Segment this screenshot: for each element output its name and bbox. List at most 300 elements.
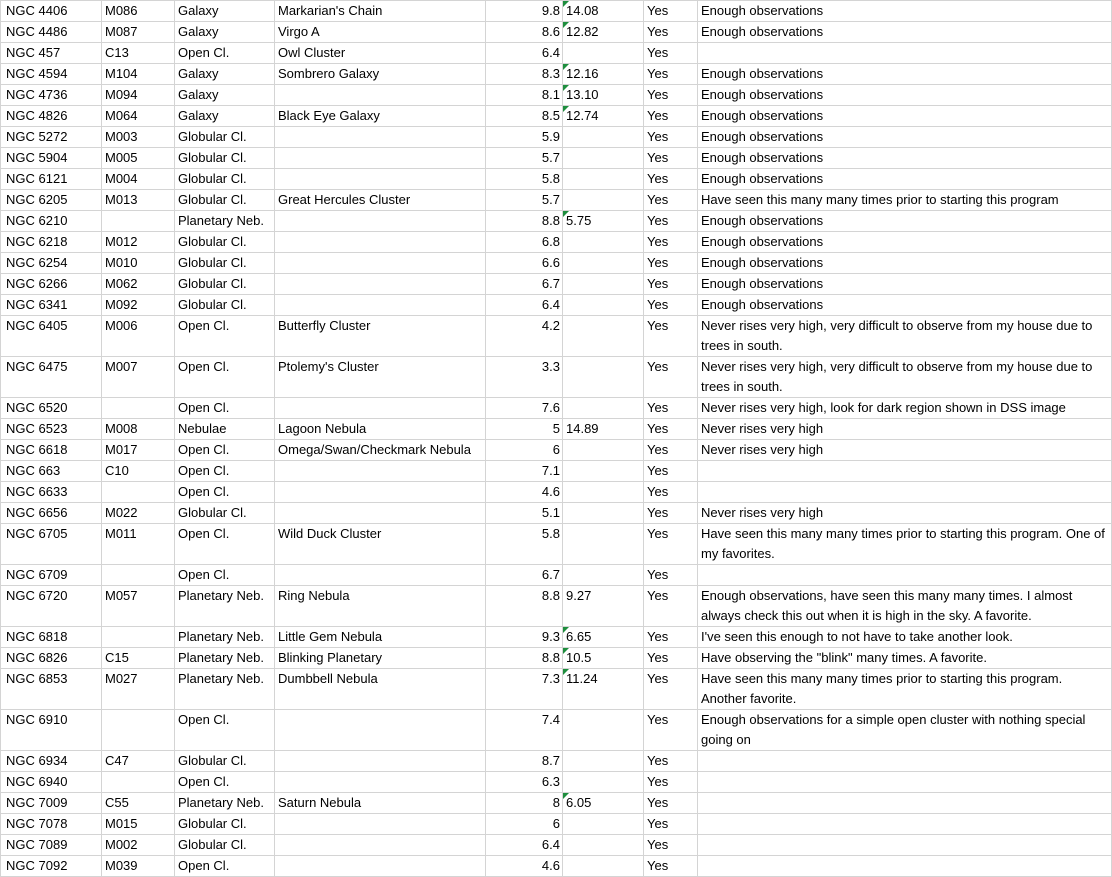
cell-notes[interactable] — [698, 751, 1112, 772]
cell-ngc-id[interactable]: NGC 6520 — [1, 398, 102, 419]
cell-catalog-id[interactable]: M015 — [102, 814, 175, 835]
cell-size[interactable] — [563, 835, 644, 856]
cell-catalog-id[interactable] — [102, 710, 175, 751]
cell-observed[interactable]: Yes — [644, 419, 698, 440]
cell-ngc-id[interactable]: NGC 6656 — [1, 503, 102, 524]
cell-ngc-id[interactable]: NGC 6618 — [1, 440, 102, 461]
cell-common-name[interactable]: Great Hercules Cluster — [275, 190, 486, 211]
cell-magnitude[interactable]: 7.6 — [486, 398, 563, 419]
cell-observed[interactable]: Yes — [644, 274, 698, 295]
cell-catalog-id[interactable]: M013 — [102, 190, 175, 211]
cell-observed[interactable]: Yes — [644, 85, 698, 106]
cell-common-name[interactable] — [275, 751, 486, 772]
cell-object-type[interactable]: Open Cl. — [175, 524, 275, 565]
cell-observed[interactable]: Yes — [644, 295, 698, 316]
cell-observed[interactable]: Yes — [644, 586, 698, 627]
cell-magnitude[interactable]: 5 — [486, 419, 563, 440]
cell-notes[interactable]: Have observing the "blink" many times. A favorite. — [698, 648, 1112, 669]
comment-indicator-icon[interactable] — [563, 1, 569, 7]
cell-ngc-id[interactable]: NGC 6121 — [1, 169, 102, 190]
cell-magnitude[interactable]: 5.7 — [486, 148, 563, 169]
cell-size[interactable] — [563, 793, 644, 814]
cell-observed[interactable]: Yes — [644, 232, 698, 253]
cell-size[interactable] — [563, 169, 644, 190]
cell-common-name[interactable] — [275, 772, 486, 793]
cell-size[interactable] — [563, 751, 644, 772]
cell-magnitude[interactable]: 6.4 — [486, 835, 563, 856]
cell-notes[interactable]: Have seen this many many times prior to starting this program. One of my favorites. — [698, 524, 1112, 565]
cell-ngc-id[interactable]: NGC 6254 — [1, 253, 102, 274]
cell-catalog-id[interactable]: M012 — [102, 232, 175, 253]
cell-notes[interactable]: Never rises very high, very difficult to observe from my house due to trees in south. — [698, 316, 1112, 357]
cell-common-name[interactable] — [275, 85, 486, 106]
cell-observed[interactable]: Yes — [644, 22, 698, 43]
cell-notes[interactable]: Enough observations — [698, 274, 1112, 295]
cell-object-type[interactable]: Nebulae — [175, 419, 275, 440]
cell-notes[interactable]: I've seen this enough to not have to take another look. — [698, 627, 1112, 648]
cell-magnitude[interactable]: 8.5 — [486, 106, 563, 127]
cell-size[interactable] — [563, 648, 644, 669]
cell-object-type[interactable]: Globular Cl. — [175, 503, 275, 524]
cell-observed[interactable]: Yes — [644, 856, 698, 877]
cell-catalog-id[interactable]: M027 — [102, 669, 175, 710]
cell-ngc-id[interactable]: NGC 6341 — [1, 295, 102, 316]
cell-catalog-id[interactable]: M064 — [102, 106, 175, 127]
cell-magnitude[interactable]: 5.7 — [486, 190, 563, 211]
cell-magnitude[interactable]: 4.2 — [486, 316, 563, 357]
cell-catalog-id[interactable]: M017 — [102, 440, 175, 461]
cell-ngc-id[interactable]: NGC 7009 — [1, 793, 102, 814]
cell-ngc-id[interactable]: NGC 6709 — [1, 565, 102, 586]
cell-common-name[interactable]: Ptolemy's Cluster — [275, 357, 486, 398]
cell-object-type[interactable]: Galaxy — [175, 85, 275, 106]
cell-size[interactable] — [563, 274, 644, 295]
cell-size[interactable] — [563, 669, 644, 710]
cell-catalog-id[interactable] — [102, 211, 175, 232]
cell-size[interactable] — [563, 211, 644, 232]
cell-object-type[interactable]: Globular Cl. — [175, 274, 275, 295]
cell-notes[interactable]: Enough observations — [698, 106, 1112, 127]
cell-object-type[interactable]: Galaxy — [175, 22, 275, 43]
cell-notes[interactable]: Enough observations — [698, 169, 1112, 190]
cell-catalog-id[interactable] — [102, 482, 175, 503]
cell-common-name[interactable]: Markarian's Chain — [275, 1, 486, 22]
cell-object-type[interactable]: Globular Cl. — [175, 751, 275, 772]
cell-size[interactable] — [563, 772, 644, 793]
cell-magnitude[interactable]: 8.8 — [486, 648, 563, 669]
cell-size[interactable] — [563, 710, 644, 751]
cell-ngc-id[interactable]: NGC 4486 — [1, 22, 102, 43]
cell-object-type[interactable]: Planetary Neb. — [175, 211, 275, 232]
cell-notes[interactable] — [698, 772, 1112, 793]
cell-ngc-id[interactable]: NGC 6910 — [1, 710, 102, 751]
cell-magnitude[interactable]: 8.3 — [486, 64, 563, 85]
cell-ngc-id[interactable]: NGC 6720 — [1, 586, 102, 627]
cell-ngc-id[interactable]: NGC 6205 — [1, 190, 102, 211]
cell-common-name[interactable]: Butterfly Cluster — [275, 316, 486, 357]
cell-size[interactable]: 14.89 — [563, 419, 644, 440]
cell-catalog-id[interactable]: M062 — [102, 274, 175, 295]
cell-size[interactable] — [563, 814, 644, 835]
cell-notes[interactable] — [698, 814, 1112, 835]
cell-common-name[interactable]: Dumbbell Nebula — [275, 669, 486, 710]
cell-size[interactable] — [563, 440, 644, 461]
cell-size[interactable] — [563, 43, 644, 64]
cell-observed[interactable]: Yes — [644, 751, 698, 772]
cell-common-name[interactable] — [275, 253, 486, 274]
cell-common-name[interactable] — [275, 710, 486, 751]
cell-notes[interactable] — [698, 835, 1112, 856]
cell-observed[interactable]: Yes — [644, 503, 698, 524]
cell-magnitude[interactable]: 6.4 — [486, 43, 563, 64]
cell-ngc-id[interactable]: NGC 4826 — [1, 106, 102, 127]
cell-magnitude[interactable]: 8.8 — [486, 586, 563, 627]
cell-ngc-id[interactable]: NGC 6705 — [1, 524, 102, 565]
cell-object-type[interactable]: Open Cl. — [175, 398, 275, 419]
comment-indicator-icon[interactable] — [563, 211, 569, 217]
cell-observed[interactable]: Yes — [644, 710, 698, 751]
cell-observed[interactable]: Yes — [644, 127, 698, 148]
size-value: 12.74 — [566, 108, 599, 123]
cell-size[interactable] — [563, 398, 644, 419]
cell-magnitude[interactable]: 6.8 — [486, 232, 563, 253]
cell-catalog-id[interactable]: M005 — [102, 148, 175, 169]
cell-notes[interactable]: Enough observations — [698, 211, 1112, 232]
cell-object-type[interactable]: Globular Cl. — [175, 127, 275, 148]
cell-size[interactable] — [563, 253, 644, 274]
cell-magnitude[interactable]: 8.1 — [486, 85, 563, 106]
cell-magnitude[interactable]: 4.6 — [486, 856, 563, 877]
cell-common-name[interactable]: Saturn Nebula — [275, 793, 486, 814]
cell-observed[interactable]: Yes — [644, 565, 698, 586]
cell-object-type[interactable]: Open Cl. — [175, 856, 275, 877]
comment-indicator-icon[interactable] — [563, 85, 569, 91]
cell-common-name[interactable]: Sombrero Galaxy — [275, 64, 486, 85]
cell-catalog-id[interactable]: M094 — [102, 85, 175, 106]
cell-size[interactable]: 9.27 — [563, 586, 644, 627]
cell-common-name[interactable] — [275, 274, 486, 295]
cell-notes[interactable]: Enough observations — [698, 1, 1112, 22]
cell-object-type[interactable]: Open Cl. — [175, 43, 275, 64]
cell-magnitude[interactable]: 4.6 — [486, 482, 563, 503]
cell-catalog-id[interactable]: M002 — [102, 835, 175, 856]
cell-size[interactable] — [563, 1, 644, 22]
cell-notes[interactable]: Enough observations — [698, 64, 1112, 85]
cell-notes[interactable]: Enough observations — [698, 22, 1112, 43]
cell-ngc-id[interactable]: NGC 4736 — [1, 85, 102, 106]
cell-notes[interactable]: Never rises very high, look for dark region shown in DSS image — [698, 398, 1112, 419]
cell-ngc-id[interactable]: NGC 4406 — [1, 1, 102, 22]
cell-magnitude[interactable]: 7.3 — [486, 669, 563, 710]
cell-observed[interactable]: Yes — [644, 648, 698, 669]
cell-size[interactable] — [563, 482, 644, 503]
cell-ngc-id[interactable]: NGC 6633 — [1, 482, 102, 503]
cell-notes[interactable]: Have seen this many many times prior to starting this program. Another favorite. — [698, 669, 1112, 710]
cell-observed[interactable]: Yes — [644, 814, 698, 835]
cell-catalog-id[interactable]: M003 — [102, 127, 175, 148]
cell-notes[interactable] — [698, 461, 1112, 482]
cell-common-name[interactable]: Little Gem Nebula — [275, 627, 486, 648]
cell-common-name[interactable]: Virgo A — [275, 22, 486, 43]
cell-object-type[interactable]: Galaxy — [175, 64, 275, 85]
cell-notes[interactable]: Enough observations — [698, 148, 1112, 169]
cell-catalog-id[interactable]: C13 — [102, 43, 175, 64]
cell-notes[interactable] — [698, 482, 1112, 503]
cell-common-name[interactable] — [275, 503, 486, 524]
cell-notes[interactable] — [698, 43, 1112, 64]
cell-notes[interactable]: Never rises very high — [698, 419, 1112, 440]
cell-object-type[interactable]: Open Cl. — [175, 316, 275, 357]
cell-common-name[interactable] — [275, 211, 486, 232]
cell-ngc-id[interactable]: NGC 6523 — [1, 419, 102, 440]
cell-size[interactable] — [563, 64, 644, 85]
cell-size[interactable] — [563, 357, 644, 398]
cell-catalog-id[interactable] — [102, 398, 175, 419]
comment-indicator-icon[interactable] — [563, 106, 569, 112]
cell-size[interactable] — [563, 295, 644, 316]
cell-notes[interactable] — [698, 856, 1112, 877]
cell-ngc-id[interactable]: NGC 4594 — [1, 64, 102, 85]
cell-observed[interactable]: Yes — [644, 627, 698, 648]
cell-catalog-id[interactable] — [102, 627, 175, 648]
cell-common-name[interactable]: Omega/Swan/Checkmark Nebula — [275, 440, 486, 461]
cell-common-name[interactable] — [275, 835, 486, 856]
cell-catalog-id[interactable]: M039 — [102, 856, 175, 877]
cell-catalog-id[interactable]: M008 — [102, 419, 175, 440]
cell-common-name[interactable]: Black Eye Galaxy — [275, 106, 486, 127]
cell-observed[interactable]: Yes — [644, 43, 698, 64]
cell-common-name[interactable] — [275, 461, 486, 482]
cell-catalog-id[interactable]: M011 — [102, 524, 175, 565]
cell-common-name[interactable] — [275, 565, 486, 586]
cell-magnitude[interactable]: 8.8 — [486, 211, 563, 232]
cell-observed[interactable]: Yes — [644, 524, 698, 565]
cell-size[interactable] — [563, 856, 644, 877]
cell-common-name[interactable] — [275, 127, 486, 148]
cell-observed[interactable]: Yes — [644, 398, 698, 419]
cell-notes[interactable]: Enough observations — [698, 127, 1112, 148]
cell-catalog-id[interactable]: M004 — [102, 169, 175, 190]
cell-catalog-id[interactable] — [102, 772, 175, 793]
comment-indicator-icon[interactable] — [563, 64, 569, 70]
cell-catalog-id[interactable]: M087 — [102, 22, 175, 43]
cell-ngc-id[interactable]: NGC 663 — [1, 461, 102, 482]
cell-magnitude[interactable]: 5.8 — [486, 169, 563, 190]
cell-observed[interactable]: Yes — [644, 169, 698, 190]
cell-magnitude[interactable]: 6.7 — [486, 565, 563, 586]
cell-object-type[interactable]: Globular Cl. — [175, 232, 275, 253]
cell-common-name[interactable]: Owl Cluster — [275, 43, 486, 64]
cell-size[interactable] — [563, 461, 644, 482]
cell-object-type[interactable]: Open Cl. — [175, 440, 275, 461]
cell-object-type[interactable]: Planetary Neb. — [175, 586, 275, 627]
cell-object-type[interactable]: Planetary Neb. — [175, 648, 275, 669]
cell-common-name[interactable]: Ring Nebula — [275, 586, 486, 627]
cell-catalog-id[interactable]: C47 — [102, 751, 175, 772]
cell-common-name[interactable] — [275, 169, 486, 190]
cell-size[interactable] — [563, 232, 644, 253]
cell-magnitude[interactable]: 5.9 — [486, 127, 563, 148]
cell-object-type[interactable]: Globular Cl. — [175, 814, 275, 835]
cell-common-name[interactable] — [275, 398, 486, 419]
cell-ngc-id[interactable]: NGC 6940 — [1, 772, 102, 793]
cell-catalog-id[interactable]: M007 — [102, 357, 175, 398]
cell-magnitude[interactable]: 9.8 — [486, 1, 563, 22]
cell-ngc-id[interactable]: NGC 6853 — [1, 669, 102, 710]
cell-size[interactable] — [563, 127, 644, 148]
comment-indicator-icon[interactable] — [563, 669, 569, 675]
cell-ngc-id[interactable]: NGC 6934 — [1, 751, 102, 772]
cell-magnitude[interactable]: 5.8 — [486, 524, 563, 565]
comment-indicator-icon[interactable] — [563, 22, 569, 28]
cell-object-type[interactable]: Globular Cl. — [175, 169, 275, 190]
cell-size[interactable] — [563, 85, 644, 106]
cell-notes[interactable]: Enough observations — [698, 85, 1112, 106]
comment-indicator-icon[interactable] — [563, 793, 569, 799]
cell-observed[interactable]: Yes — [644, 793, 698, 814]
cell-notes[interactable]: Enough observations — [698, 295, 1112, 316]
cell-size[interactable] — [563, 316, 644, 357]
cell-magnitude[interactable]: 7.4 — [486, 710, 563, 751]
comment-indicator-icon[interactable] — [563, 648, 569, 654]
cell-catalog-id[interactable]: M092 — [102, 295, 175, 316]
cell-common-name[interactable] — [275, 482, 486, 503]
comment-indicator-icon[interactable] — [563, 627, 569, 633]
cell-catalog-id[interactable]: M086 — [102, 1, 175, 22]
cell-catalog-id[interactable]: C55 — [102, 793, 175, 814]
cell-observed[interactable]: Yes — [644, 64, 698, 85]
cell-catalog-id[interactable]: C15 — [102, 648, 175, 669]
cell-object-type[interactable]: Planetary Neb. — [175, 669, 275, 710]
cell-object-type[interactable]: Globular Cl. — [175, 190, 275, 211]
cell-magnitude[interactable]: 5.1 — [486, 503, 563, 524]
cell-object-type[interactable]: Planetary Neb. — [175, 627, 275, 648]
cell-object-type[interactable]: Globular Cl. — [175, 148, 275, 169]
cell-object-type[interactable]: Galaxy — [175, 106, 275, 127]
cell-ngc-id[interactable]: NGC 6475 — [1, 357, 102, 398]
cell-observed[interactable]: Yes — [644, 440, 698, 461]
cell-observed[interactable]: Yes — [644, 106, 698, 127]
cell-catalog-id[interactable]: M057 — [102, 586, 175, 627]
cell-ngc-id[interactable]: NGC 6266 — [1, 274, 102, 295]
cell-ngc-id[interactable]: NGC 7078 — [1, 814, 102, 835]
cell-observed[interactable]: Yes — [644, 253, 698, 274]
cell-magnitude[interactable]: 6 — [486, 440, 563, 461]
cell-object-type[interactable]: Globular Cl. — [175, 253, 275, 274]
cell-ngc-id[interactable]: NGC 6210 — [1, 211, 102, 232]
cell-ngc-id[interactable]: NGC 6818 — [1, 627, 102, 648]
cell-ngc-id[interactable]: NGC 6826 — [1, 648, 102, 669]
cell-observed[interactable]: Yes — [644, 835, 698, 856]
cell-object-type[interactable]: Galaxy — [175, 1, 275, 22]
cell-object-type[interactable]: Open Cl. — [175, 357, 275, 398]
cell-ngc-id[interactable]: NGC 6218 — [1, 232, 102, 253]
cell-object-type[interactable]: Planetary Neb. — [175, 793, 275, 814]
cell-common-name[interactable] — [275, 856, 486, 877]
cell-object-type[interactable]: Globular Cl. — [175, 295, 275, 316]
cell-observed[interactable]: Yes — [644, 357, 698, 398]
cell-notes[interactable]: Never rises very high — [698, 503, 1112, 524]
cell-notes[interactable]: Have seen this many many times prior to starting this program — [698, 190, 1112, 211]
cell-common-name[interactable]: Blinking Planetary — [275, 648, 486, 669]
cell-notes[interactable]: Never rises very high, very difficult to observe from my house due to trees in south. — [698, 357, 1112, 398]
cell-notes[interactable]: Never rises very high — [698, 440, 1112, 461]
cell-notes[interactable] — [698, 793, 1112, 814]
cell-observed[interactable]: Yes — [644, 316, 698, 357]
cell-object-type[interactable]: Globular Cl. — [175, 835, 275, 856]
cell-magnitude[interactable]: 8 — [486, 793, 563, 814]
cell-catalog-id[interactable] — [102, 565, 175, 586]
cell-size[interactable] — [563, 22, 644, 43]
cell-observed[interactable]: Yes — [644, 211, 698, 232]
cell-catalog-id[interactable]: M022 — [102, 503, 175, 524]
cell-size[interactable] — [563, 503, 644, 524]
cell-notes[interactable]: Enough observations — [698, 253, 1112, 274]
cell-observed[interactable]: Yes — [644, 482, 698, 503]
cell-magnitude[interactable]: 6.4 — [486, 295, 563, 316]
cell-catalog-id[interactable]: M104 — [102, 64, 175, 85]
cell-notes[interactable] — [698, 565, 1112, 586]
cell-magnitude[interactable]: 6 — [486, 814, 563, 835]
cell-magnitude[interactable]: 8.6 — [486, 22, 563, 43]
cell-common-name[interactable] — [275, 232, 486, 253]
cell-catalog-id[interactable]: M010 — [102, 253, 175, 274]
cell-magnitude[interactable]: 6.7 — [486, 274, 563, 295]
cell-ngc-id[interactable]: NGC 5272 — [1, 127, 102, 148]
cell-ngc-id[interactable]: NGC 6405 — [1, 316, 102, 357]
cell-catalog-id[interactable]: M006 — [102, 316, 175, 357]
cell-size[interactable] — [563, 627, 644, 648]
cell-common-name[interactable] — [275, 814, 486, 835]
cell-observed[interactable]: Yes — [644, 1, 698, 22]
cell-observed[interactable]: Yes — [644, 461, 698, 482]
cell-object-type[interactable]: Open Cl. — [175, 710, 275, 751]
cell-common-name[interactable]: Wild Duck Cluster — [275, 524, 486, 565]
cell-size[interactable] — [563, 565, 644, 586]
cell-magnitude[interactable]: 8.7 — [486, 751, 563, 772]
cell-common-name[interactable] — [275, 148, 486, 169]
cell-size[interactable] — [563, 148, 644, 169]
cell-object-type[interactable]: Open Cl. — [175, 772, 275, 793]
cell-notes[interactable]: Enough observations for a simple open cluster with nothing special going on — [698, 710, 1112, 751]
cell-catalog-id[interactable]: C10 — [102, 461, 175, 482]
cell-magnitude[interactable]: 9.3 — [486, 627, 563, 648]
cell-observed[interactable]: Yes — [644, 772, 698, 793]
cell-size[interactable] — [563, 524, 644, 565]
cell-object-type[interactable]: Open Cl. — [175, 461, 275, 482]
cell-object-type[interactable]: Open Cl. — [175, 565, 275, 586]
cell-ngc-id[interactable]: NGC 7089 — [1, 835, 102, 856]
cell-magnitude[interactable]: 6.3 — [486, 772, 563, 793]
cell-magnitude[interactable]: 3.3 — [486, 357, 563, 398]
cell-magnitude[interactable]: 6.6 — [486, 253, 563, 274]
cell-magnitude[interactable]: 7.1 — [486, 461, 563, 482]
cell-observed[interactable]: Yes — [644, 148, 698, 169]
cell-ngc-id[interactable]: NGC 5904 — [1, 148, 102, 169]
cell-size[interactable] — [563, 190, 644, 211]
cell-ngc-id[interactable]: NGC 457 — [1, 43, 102, 64]
cell-notes[interactable]: Enough observations — [698, 232, 1112, 253]
table-row — [1, 419, 1112, 440]
cell-size[interactable] — [563, 106, 644, 127]
cell-object-type[interactable]: Open Cl. — [175, 482, 275, 503]
cell-common-name[interactable] — [275, 295, 486, 316]
cell-observed[interactable]: Yes — [644, 669, 698, 710]
cell-notes[interactable]: Enough observations, have seen this many many times. I almost always check this out when it is high in the sky. A favorite. — [698, 586, 1112, 627]
cell-common-name[interactable]: Lagoon Nebula — [275, 419, 486, 440]
cell-observed[interactable]: Yes — [644, 190, 698, 211]
cell-ngc-id[interactable]: NGC 7092 — [1, 856, 102, 877]
